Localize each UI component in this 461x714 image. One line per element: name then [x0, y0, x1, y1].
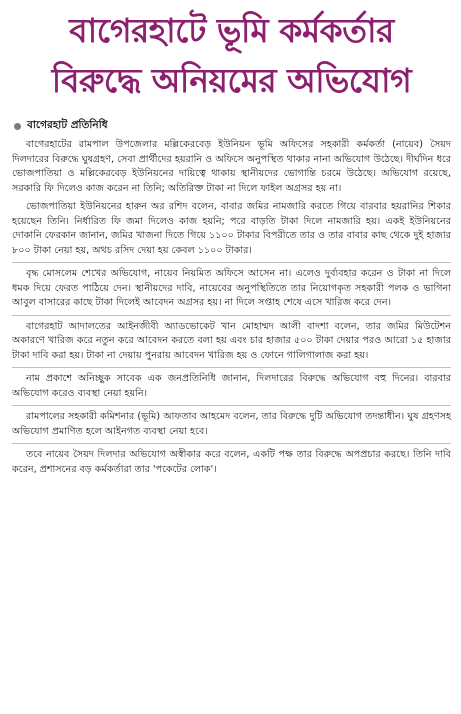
divider	[12, 405, 451, 406]
byline-text: বাগেরহাট প্রতিনিধি	[27, 119, 108, 131]
byline	[12, 118, 451, 135]
article-paragraph: নাম প্রকাশে অনিচ্ছুক সাবেক এক জনপ্রতিনিধি জানান, দিলদারের বিরুদ্ধে অভিযোগ বহু দিনের। বারবার অভিযোগ করেও ব্যবস্থা নেয়া হয়নি।	[12, 373, 451, 399]
divider	[12, 443, 451, 444]
article-paragraph: তবে নায়েব সৈয়দ দিলদার অভিযোগ অস্বীকার করে বলেন, একটি পক্ষ তার বিরুদ্ধে অপপ্রচার করছে। তিনি দাবি করেন, প্রশাসনের বড় কর্মকর্তারা তার 'পকেটের লোক'।	[12, 449, 451, 475]
headline-line-1: বাগেরহাটে ভূমি কর্মকর্তার	[69, 11, 394, 50]
bullet-icon	[14, 123, 21, 130]
divider	[12, 262, 451, 263]
article-body	[12, 138, 451, 477]
divider	[12, 315, 451, 316]
article-paragraph: বৃদ্ধ মোসলেম শেখের অভিযোগ, নায়েব নিয়মিত অফিসে আসেন না। এলেও দুর্ব্যবহার করেন ও টাকা না দিলে ধমক দিয়ে ফেরত পাঠিয়ে দেন। স্থানীয়দের দাবি, নায়েবের অনুপস্থিতিতে তার নিয়োগকৃত সহকারী পলক ও ভাগিনা আবুল বাসারের কাছে টাকা দিলেই আবেদন অগ্রসর হয়। না দিলে সপ্তাহ শেষে এসে খারিজ করে দেন।	[12, 268, 451, 308]
article-paragraph: রামপালের সহকারী কমিশনার (ভূমি) আফতাব আহমেদ বলেন, তার বিরুদ্ধে দুটি অভিযোগ তদন্তাধীন। ঘুষ গ্রহণসহ অভিযোগ প্রমাণিত হলে আইনগত ব্যবস্থা নেয়া হবে।	[12, 411, 451, 437]
headline-line-2: বিরুদ্ধে অনিয়মের অভিযোগ	[51, 61, 412, 100]
article-paragraph: বাগেরহাট আদালতের আইনজীবী অ্যাডভোকেট খান মোহাম্মদ আলী বাদশা বলেন, তার জমির মিউটেশন অকারণে খারিজ করে নতুন করে আবেদন করতে বলা হয় এবং চার হাজার ৫০০ টাকা দেয়ার পরও আরো ১৫ হাজার টাকা দাবি করা হয়। টাকা না দেয়ায় পুনরায় আবেদন খারিজ হয় ও ফোনে গালিগালাজ করা হয়।	[12, 320, 451, 361]
headline	[12, 6, 451, 106]
article-paragraph: বাগেরহাটের রামপাল উপজেলার মল্লিকেরবেড় ইউনিয়ন ভূমি অফিসের সহকারী কর্মকর্তা (নায়েব) সৈয়দ দিলদারের বিরুদ্ধে ঘুষগ্রহণ, সেবা প্রার্থীদের হয়রানি ও অফিসে অনুপস্থিত থাকার নানা অভিযোগ উঠেছে। দীর্ঘদিন ধরে ভোজপাতিয়া ও মল্লিকেরবেড় ইউনিয়নের দায়িত্বে থাকায় স্থানীয়দের ভোগান্তি চরমে উঠেছে। অভিযোগ রয়েছে, সরকারি ফি দিলেও কাজ করেন না তিনি; অতিরিক্ত টাকা না দিলে ফাইল অগ্রসর হয় না।	[12, 139, 451, 194]
divider	[12, 367, 451, 368]
article-paragraph: ভোজপাতিয়া ইউনিয়নের হারুন অর রশিদ বলেন, বাবার জমির নামজারি করতে গিয়ে বারবার হয়রানির শিকার হয়েছেন তিনি। নির্ধারিত ফি জমা দিলেও কাজ হয়নি; পরে বাড়তি টাকা দিলে নামজারি হয়। একই ইউনিয়নের দোকানি ফেরকান জানান, জমির খাজনা দিতে গিয়ে ১১০০ টাকার বিপরীতে তার ও তার বাবার কাছ থেকে দুই হাজার ৮০০ টাকা নেয়া হয়, অথচ রসিদ দেয়া হয় কেবল ১১০০ টাকার।	[12, 201, 451, 256]
